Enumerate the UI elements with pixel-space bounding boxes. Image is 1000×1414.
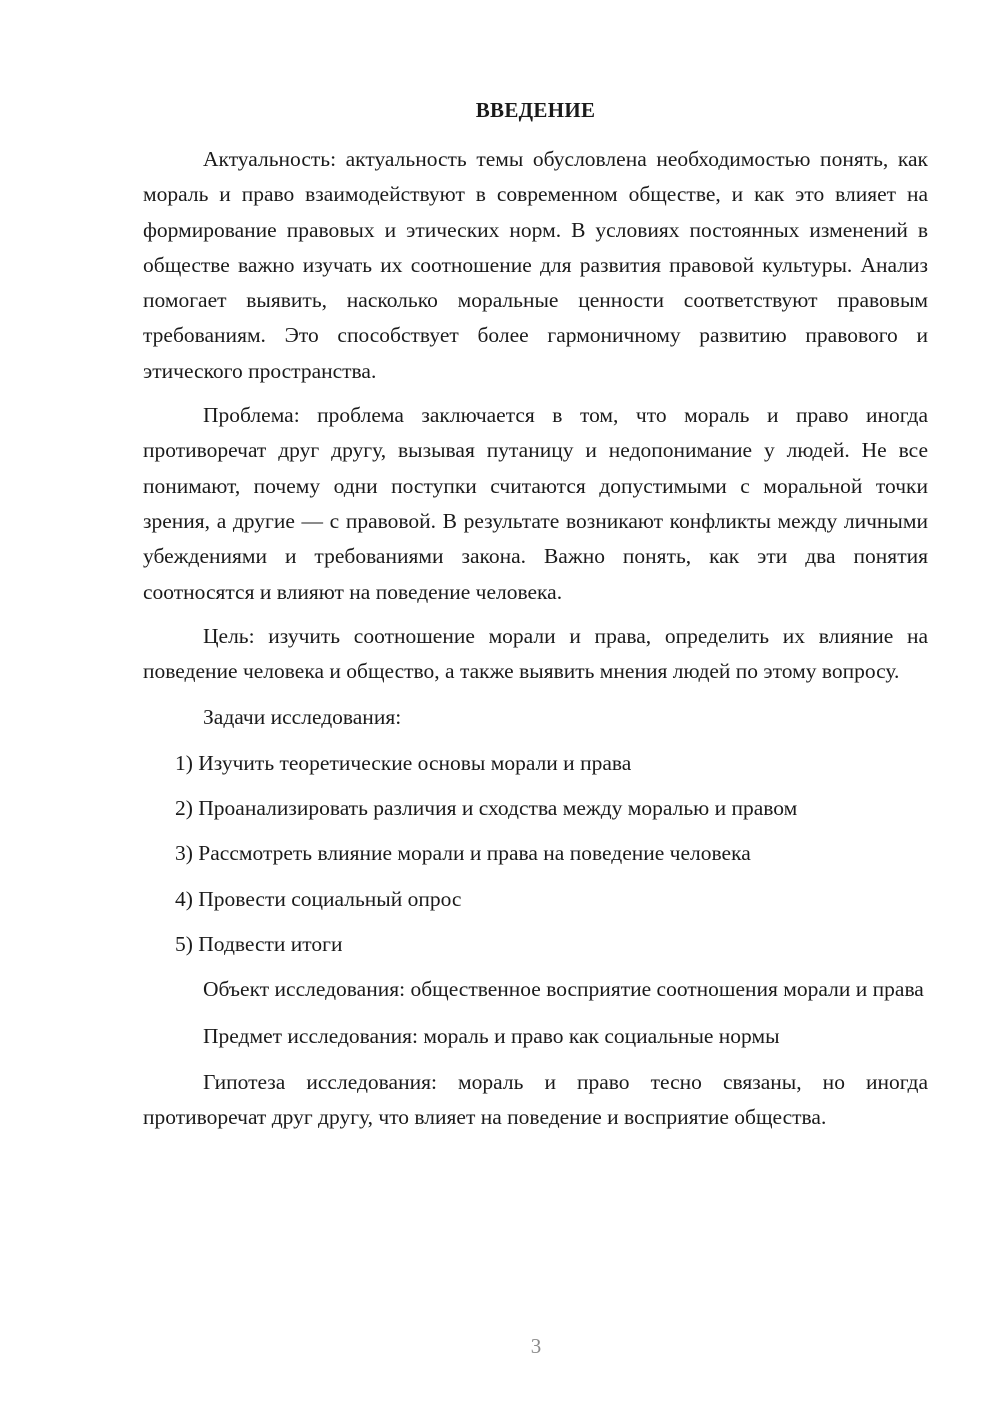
list-item: 3) Рассмотреть влияние морали и права на поведение человека (175, 841, 751, 866)
list-item: 2) Проанализировать различия и сходства между моралью и правом (175, 796, 798, 821)
goal-paragraph: Цель: изучить соотношение морали и права, определить их влияние на поведение человека и общество, а также выявить мнения людей по этому вопросу. (143, 623, 928, 684)
problem-paragraph: Проблема: проблема заключается в том, что мораль и право иногда противоречат друг другу, вызывая путаницу и недопонимание у людей. Не все понимают, почему одни поступки считаются допустимыми с моральной точки зрения, а другие — с правовой. В результате возникают конфликты между личными убеждениями и требованиями закона. Важно понять, как эти два понятия соотносятся и влияют на поведение человека. (143, 403, 928, 604)
relevance-paragraph: Актуальность: актуальность темы обусловлена необходимостью понять, как мораль и право взаимодействуют в современном обществе, и как это влияет на формирование правовых и этических норм. В условиях постоянных изменений в обществе важно изучать их соотношение для развития правовой культуры. Анализ помогает выявить, насколько моральные ценности соответствуют правовым требованиям. Это способствует более гармоничному развитию правового и этического пространства. (143, 147, 928, 383)
hypothesis-paragraph: Гипотеза исследования: мораль и право тесно связаны, но иногда противоречат друг другу, что влияет на поведение и восприятие общества. (143, 1069, 928, 1130)
list-item: 5) Подвести итоги (175, 931, 343, 956)
document-page (143, 94, 928, 1144)
list-item: 1) Изучить теоретические основы морали и права (175, 750, 632, 775)
page-title: ВВЕДЕНИЕ (475, 98, 596, 122)
list-item: 4) Провести социальный опрос (175, 886, 462, 911)
page-number: 3 (530, 1334, 542, 1358)
tasks-list (143, 746, 928, 962)
subject-paragraph: Предмет исследования: мораль и право как социальные нормы (203, 1023, 780, 1048)
object-paragraph: Объект исследования: общественное восприятие соотношения морали и права (203, 977, 924, 1002)
tasks-heading: Задачи исследования: (203, 705, 402, 730)
